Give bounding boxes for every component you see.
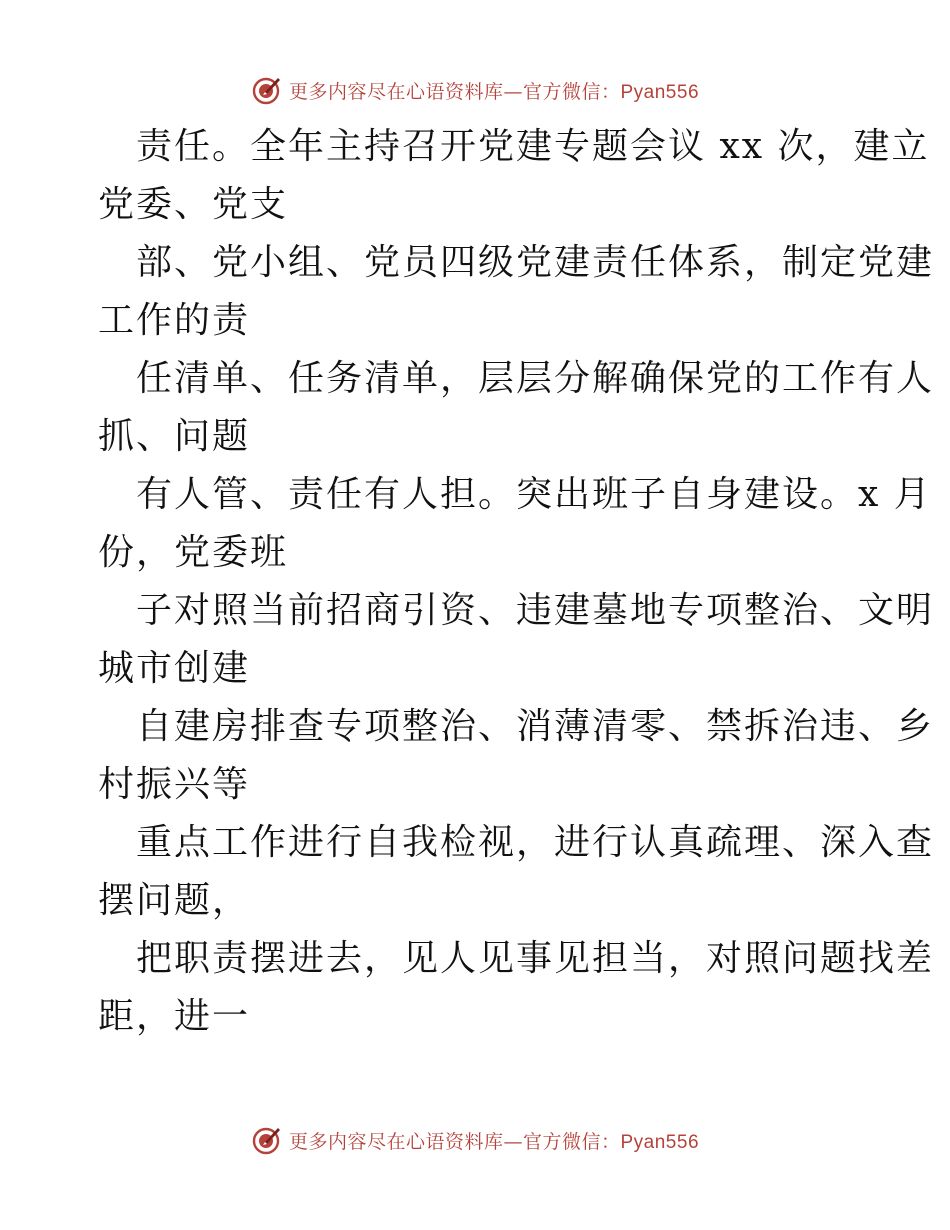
text-line: 党委、党支 (98, 184, 289, 225)
quill-pen-seal-icon (251, 1124, 283, 1156)
text-line: 子对照当前招商引资、违建墓地专项整治、文明 (136, 590, 935, 631)
text-line: 有人管、责任有人担。突出班子自身建设。x 月 (136, 474, 932, 515)
banner-text (289, 77, 699, 104)
text-line: 工作的责 (98, 300, 251, 341)
text-line: 责任。全年主持召开党建专题会议 xx 次，建立 (136, 126, 930, 167)
text-line: 把职责摆进去，见人见事见担当，对照问题找差 (136, 938, 935, 979)
text-line: 距，进一 (98, 996, 251, 1037)
text-line: 抓、问题 (98, 416, 251, 457)
text-line: 村振兴等 (98, 764, 251, 805)
text-line: 重点工作进行自我检视，进行认真疏理、深入查 (136, 822, 935, 863)
text-line: 任清单、任务清单，层层分解确保党的工作有人 (136, 358, 935, 399)
header-banner (0, 70, 950, 110)
banner-slogan: 更多内容尽在心语资料库—官方微信： (288, 80, 621, 103)
footer-banner (0, 1120, 950, 1160)
text-line: 自建房排查专项整治、消薄清零、禁拆治违、乡 (136, 706, 935, 747)
quill-pen-seal-icon (251, 74, 283, 106)
text-line: 城市创建 (98, 648, 251, 689)
text-line: 摆问题， (98, 880, 251, 921)
banner-slogan: 更多内容尽在心语资料库—官方微信： (288, 1130, 621, 1153)
banner-text (289, 1127, 699, 1154)
document-body (98, 118, 935, 1046)
text-line: 份，党委班 (98, 532, 289, 573)
banner-handle: Pyan556 (620, 81, 700, 103)
text-line: 部、党小组、党员四级党建责任体系，制定党建 (136, 242, 935, 283)
banner-handle: Pyan556 (620, 1131, 700, 1153)
